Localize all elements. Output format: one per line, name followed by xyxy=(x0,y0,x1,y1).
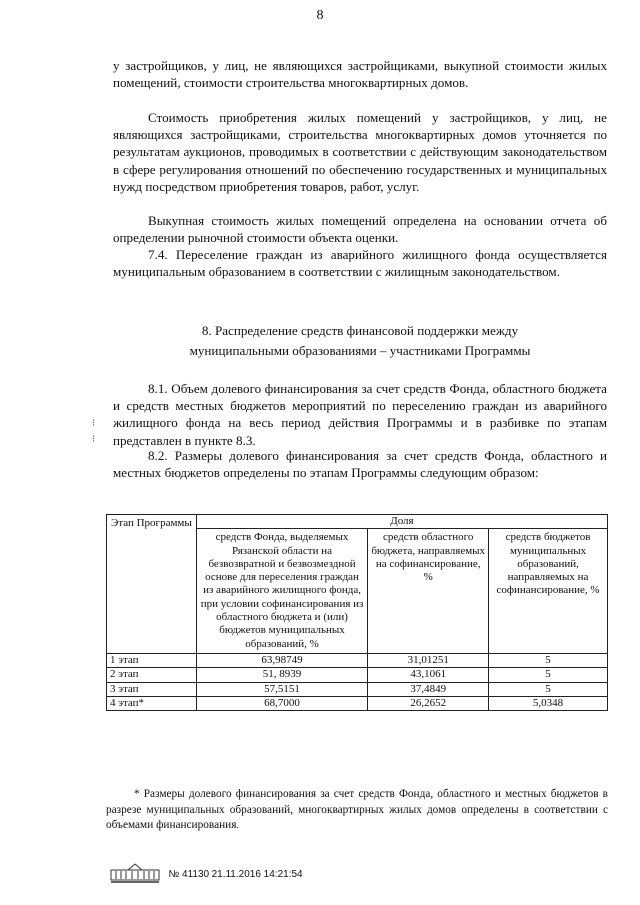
section-heading xyxy=(113,321,607,361)
cell-local: 5,0348 xyxy=(489,696,608,710)
paragraph-cost-acquisition: Стоимость приобретения жилых помещений у застройщиков, у лиц, не являющихся застройщиками, строительства многоквартирных домов уточняется по результатам аукционов, проводимых в соответствии с действующим законодательством в сфере регулирования отношений по обеспечению государственных и муниципальных нужд посредством приобретения товаров, работ, услуг. xyxy=(113,110,607,194)
margin-mark: ⁝ xyxy=(92,434,96,445)
cell-fund: 68,7000 xyxy=(196,696,367,710)
cell-local: 5 xyxy=(489,653,608,667)
paragraph-7-4: 7.4. Переселение граждан из аварийного жилищного фонда осуществляется муниципальным образованием в соответствии с жилищным законодательством. xyxy=(113,247,607,280)
section-heading-line1: 8. Распределение средств финансовой поддержки между xyxy=(201,323,519,338)
cell-local: 5 xyxy=(489,682,608,696)
margin-mark: ⁝ xyxy=(92,418,96,429)
paragraph-buyout-cost: Выкупная стоимость жилых помещений определена на основании отчета об определении рыночной стоимости объекта оценки. xyxy=(113,213,607,246)
cell-region: 37,4849 xyxy=(368,682,489,696)
stamp-datetime: 21.11.2016 14:21:54 xyxy=(211,869,303,880)
cell-stage: 3 этап xyxy=(107,682,197,696)
table-header-row xyxy=(107,515,608,529)
section-heading-line2: муниципальными образованиями – участниками Программы xyxy=(189,343,531,358)
cell-region: 31,01251 xyxy=(368,653,489,667)
cell-fund: 63,98749 xyxy=(196,653,367,667)
table-footnote: * Размеры долевого финансирования за счет средств Фонда, областного и местных бюджетов в разрезе муниципальных образований, многоквартирных жилых домов определены в соответствии с объемами финансирования. xyxy=(106,788,608,831)
registration-stamp xyxy=(110,862,303,887)
building-logo-icon xyxy=(110,862,160,887)
subheader-region: средств областного бюджета, направляемых на софинансирование, % xyxy=(368,529,489,654)
cell-fund: 57,5151 xyxy=(196,682,367,696)
cell-region: 26,2652 xyxy=(368,696,489,710)
cell-region: 43,1061 xyxy=(368,668,489,682)
stamp-number: № 41130 xyxy=(168,869,210,880)
table-row xyxy=(107,653,608,667)
cell-local: 5 xyxy=(489,668,608,682)
subheader-local: средств бюджетов муниципальных образований, направляемых на софинансирование, % xyxy=(489,529,608,654)
paragraph-8-1: 8.1. Объем долевого финансирования за счет средств Фонда, областного бюджета и средств местных бюджетов мероприятий по переселению граждан из аварийного жилищного фонда на весь период действия Программы и в разбивке по этапам представлен в пункте 8.3. xyxy=(113,381,607,448)
paragraph-8-2: 8.2. Размеры долевого финансирования за счет средств Фонда, областного и местных бюджетов определены по этапам Программы следующим образом: xyxy=(113,448,607,481)
table-row xyxy=(107,682,608,696)
cell-stage: 2 этап xyxy=(107,668,197,682)
page-number: 8 xyxy=(316,8,324,23)
cell-stage: 1 этап xyxy=(107,653,197,667)
cell-fund: 51, 8939 xyxy=(196,668,367,682)
financing-share-table xyxy=(106,514,608,711)
subheader-fund: средств Фонда, выделяемых Рязанской области на безвозвратной и безвозмездной основе для переселения граждан из аварийного жилищного фонда, при условии софинансирования из областного бюджета и (или) бюджетов муниципальных образований, % xyxy=(196,529,367,654)
table-row xyxy=(107,668,608,682)
table-row xyxy=(107,696,608,710)
cell-stage: 4 этап* xyxy=(107,696,197,710)
header-stage: Этап Программы xyxy=(107,515,197,654)
paragraph-continuation: у застройщиков, у лиц, не являющихся застройщиками, выкупной стоимости жилых помещений, стоимости строительства многоквартирных домов. xyxy=(113,58,607,91)
header-share: Доля xyxy=(196,515,607,529)
